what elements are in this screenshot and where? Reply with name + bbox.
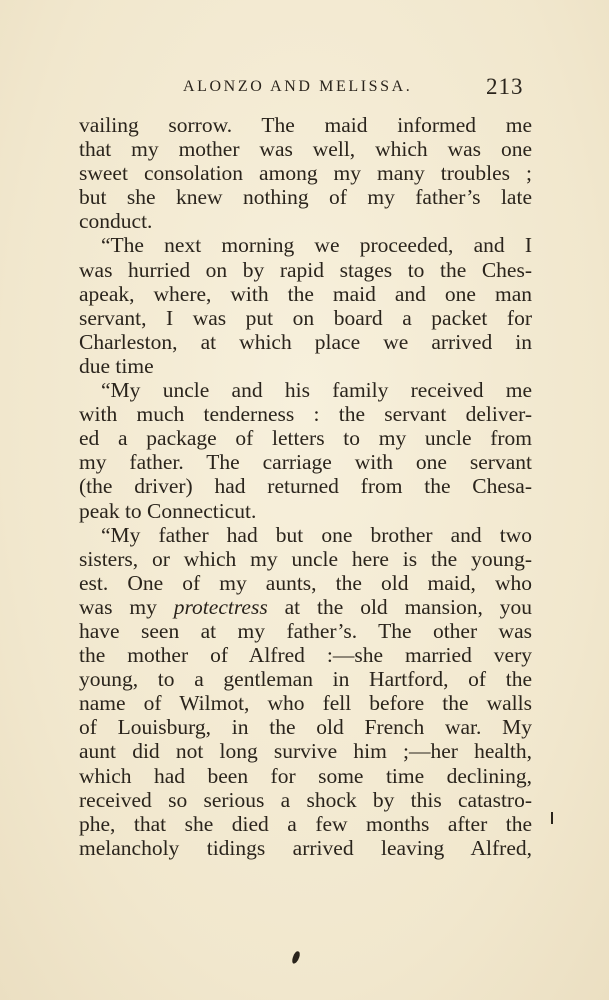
margin-mark [551, 812, 553, 824]
text-line: the mother of Alfred :—she married very [79, 643, 532, 668]
text-line: was hurried on by rapid stages to the Ches- [79, 257, 532, 282]
text-line: (the driver) had returned from the Chesa- [79, 474, 532, 499]
text-line: which had been for some time declining, [79, 763, 532, 788]
text-segment: was my [79, 594, 174, 619]
text-line: phe, that she died a few months after the [79, 811, 532, 836]
text-line: ed a package of letters to my uncle from [79, 426, 532, 451]
text-line: “The next morning we proceeded, and I [101, 233, 532, 258]
ink-blot [291, 950, 301, 964]
text-line: with much tenderness : the servant deliver- [79, 402, 532, 427]
text-line: due time [79, 353, 154, 378]
running-head-title: ALONZO AND MELISSA. [183, 78, 413, 95]
text-line: aunt did not long survive him ;—her health, [79, 739, 532, 764]
text-line: sisters, or which my uncle here is the young- [79, 546, 532, 571]
text-line: of Louisburg, in the old French war. My [79, 715, 532, 740]
text-line: “My uncle and his family received me [101, 378, 532, 403]
text-line: “My father had but one brother and two [101, 522, 532, 547]
text-line: received so serious a shock by this catastro- [79, 787, 532, 812]
body-text [79, 113, 532, 860]
text-line: melancholy tidings arrived leaving Alfred, [79, 835, 532, 860]
text-line [79, 595, 532, 619]
text-line: vailing sorrow. The maid informed me [79, 113, 532, 137]
text-line: servant, I was put on board a packet for [79, 305, 532, 330]
running-head [0, 74, 609, 104]
text-line: but she knew nothing of my father’s late [79, 185, 532, 210]
text-line: conduct. [79, 209, 153, 234]
text-line: have seen at my father’s. The other was [79, 618, 532, 643]
text-line: Charleston, at which place we arrived in [79, 329, 532, 354]
text-line: sweet consolation among my many troubles ; [79, 161, 532, 186]
text-line: young, to a gentleman in Hartford, of the [79, 667, 532, 692]
text-line: est. One of my aunts, the old maid, who [79, 570, 532, 595]
text-segment: at the old mansion, you [267, 594, 532, 619]
page-number: 213 [486, 74, 524, 99]
text-line: my father. The carriage with one servant [79, 450, 532, 475]
italic-word: protectress [173, 594, 268, 619]
text-line: apeak, where, with the maid and one man [79, 281, 532, 306]
text-line: that my mother was well, which was one [79, 137, 532, 162]
text-line: name of Wilmot, who fell before the walls [79, 691, 532, 716]
text-line: peak to Connecticut. [79, 498, 257, 523]
